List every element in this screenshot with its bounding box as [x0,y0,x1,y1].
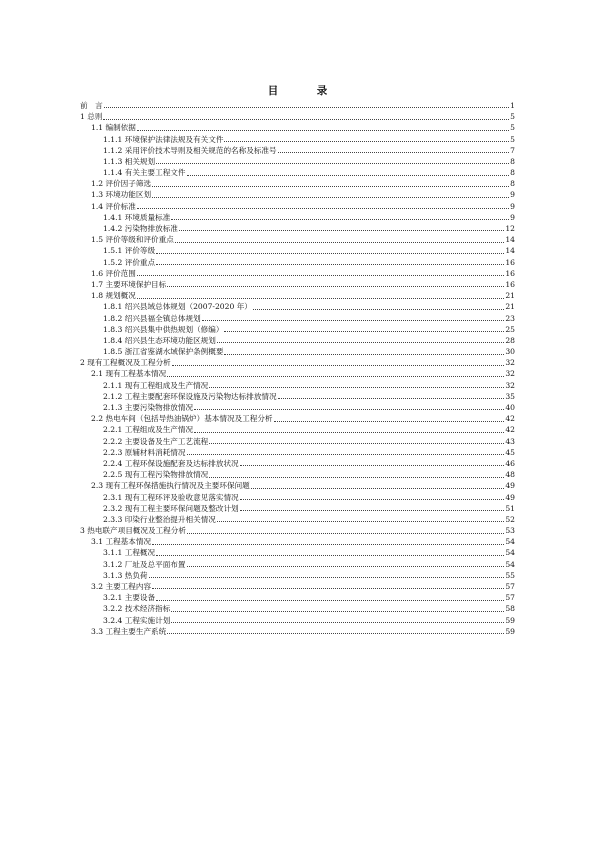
toc-entry[interactable] [80,257,515,268]
dot-leader [137,298,504,299]
toc-entry-page-number: 16 [505,268,515,278]
dot-leader [171,622,504,623]
toc-title: 目 录 [267,85,342,97]
toc-entry-page-number: 59 [505,615,515,625]
toc-entry-label: 1.5 评价等级和评价重点 [91,235,174,245]
toc-entry[interactable] [80,447,515,458]
dot-leader [175,242,504,243]
toc-entry-label: 2.3.1 现有工程环评及验收意见落实情况 [103,492,239,502]
toc-entry-page-number: 7 [510,145,515,155]
toc-entry[interactable] [80,603,515,614]
toc-entry-label: 1.3 环境功能区划 [91,190,152,200]
toc-entry-page-number: 5 [510,123,515,133]
toc-entry-label: 3.1 工程基本情况 [91,537,152,547]
toc-entry-label: 1.1.3 相关规划 [103,156,156,166]
table-of-contents [80,100,515,637]
toc-entry[interactable] [80,290,515,301]
toc-entry-label: 1.1.1 环境保护法律法规及有关文件 [103,134,224,144]
dot-leader [224,141,509,142]
dot-leader [209,443,504,444]
dot-leader [194,432,504,433]
toc-entry[interactable] [80,279,515,290]
toc-entry-label: 1.4.2 污染物排放标准 [103,224,178,234]
toc-entry[interactable] [80,391,515,402]
toc-entry-label: 2.3.2 现有工程主要环保问题及整改计划 [103,503,239,513]
dot-leader [152,588,504,589]
toc-entry[interactable] [80,324,515,335]
dot-leader [149,577,505,578]
toc-entry-page-number: 57 [505,582,515,592]
dot-leader [187,454,505,455]
toc-entry-page-number: 55 [505,570,515,580]
dot-leader [240,510,505,511]
toc-entry[interactable] [80,369,515,380]
toc-entry[interactable] [80,335,515,346]
toc-entry-page-number: 14 [505,246,515,256]
toc-entry-page-number: 49 [505,492,515,502]
toc-entry-label: 3.3 工程主要生产系统 [91,626,167,636]
dot-leader [167,286,504,287]
toc-entry[interactable] [80,492,515,503]
toc-entry-page-number: 23 [505,313,515,323]
toc-entry[interactable] [80,458,515,469]
toc-entry-label: 1.8.4 绍兴县生态环境功能区规划 [103,335,216,345]
toc-entry-page-number: 42 [505,425,515,435]
toc-entry-label: 3.1.1 工程概况 [103,548,156,558]
dot-leader [156,163,509,164]
toc-entry-label: 2.2 热电车间（包括导热油锅炉）基本情况及工程分析 [91,414,273,424]
dot-leader [137,208,509,209]
toc-entry-page-number: 8 [510,168,515,178]
toc-entry-label: 前 言 [80,100,103,110]
toc-entry[interactable] [80,413,515,424]
toc-entry-label: 2.2.5 现有工程污染物排放情况 [103,470,209,480]
toc-entry-label: 1.8.3 绍兴县集中供热规划（修编） [103,324,224,334]
toc-entry-page-number: 54 [505,548,515,558]
toc-entry-label: 2.1.2 工程主要配套环保设施及污染物达标排放情况 [103,391,277,401]
toc-entry[interactable] [80,145,515,156]
toc-entry-page-number: 59 [505,626,515,636]
toc-entry-page-number: 16 [505,257,515,267]
toc-entry-page-number: 35 [505,391,515,401]
dot-leader [187,533,504,534]
toc-entry-label: 2.1 现有工程基本情况 [91,369,167,379]
dot-leader [240,499,505,500]
toc-entry-label: 1.1.4 有关主要工程文件 [103,168,186,178]
toc-entry-page-number: 21 [505,291,515,301]
toc-entry-page-number: 57 [505,593,515,603]
toc-entry-label: 1.7 主要环境保护目标 [91,279,167,289]
toc-entry-page-number: 46 [505,458,515,468]
toc-entry[interactable] [80,514,515,525]
toc-entry-label: 2.1.1 现有工程组成及生产情况 [103,380,209,390]
toc-entry-page-number: 53 [505,526,515,536]
toc-entry-label: 2.3 现有工程环保措施执行情况及主要环保问题 [91,481,250,491]
toc-entry-page-number: 43 [505,436,515,446]
toc-entry-label: 2.3.3 印染行业整治提升相关情况 [103,514,216,524]
dot-leader [224,331,504,332]
toc-entry[interactable] [80,436,515,447]
toc-entry-label: 1.4 评价标准 [91,201,136,211]
toc-entry[interactable] [80,313,515,324]
dot-leader [209,477,504,478]
dot-leader [224,354,504,355]
toc-entry[interactable] [80,480,515,491]
toc-entry-page-number: 21 [505,302,515,312]
toc-entry-page-number: 30 [505,347,515,357]
toc-entry-label: 1.8.1 绍兴县域总体规划（2007-2020 年） [103,302,252,312]
toc-entry[interactable] [80,122,515,133]
toc-entry-page-number: 42 [505,414,515,424]
toc-entry[interactable] [80,581,515,592]
toc-entry-page-number: 12 [505,224,515,234]
toc-entry-page-number: 49 [505,481,515,491]
toc-entry[interactable] [80,268,515,279]
toc-entry-page-number: 28 [505,335,515,345]
dot-leader [152,197,509,198]
toc-entry-label: 2.2.3 原辅材料消耗情况 [103,447,186,457]
toc-entry[interactable] [80,525,515,536]
dot-leader [156,264,504,265]
toc-entry-label: 2.1.3 主要污染物排放情况 [103,403,194,413]
toc-entry-label: 3 热电联产项目概况及工程分析 [80,526,186,536]
toc-entry-page-number: 45 [505,447,515,457]
toc-entry[interactable] [80,100,515,111]
dot-leader [240,465,505,466]
dot-leader [187,566,505,567]
dot-leader [171,611,504,612]
toc-entry-label: 1.5.1 评价等级 [103,246,156,256]
toc-entry[interactable] [80,212,515,223]
toc-entry[interactable] [80,245,515,256]
toc-entry-page-number: 9 [510,190,515,200]
dot-leader [137,130,509,131]
toc-entry-label: 2.2.4 工程环保设施配套及达标排放状况 [103,458,239,468]
dot-leader [156,600,504,601]
dot-leader [278,152,510,153]
toc-entry-label: 1.6 评价范围 [91,268,136,278]
toc-entry-label: 1.8 规划概况 [91,291,136,301]
dot-leader [274,421,505,422]
toc-entry-page-number: 1 [510,100,515,110]
toc-entry-page-number: 54 [505,537,515,547]
toc-entry-label: 2.2.2 主要设备及生产工艺流程 [103,436,209,446]
toc-entry-page-number: 5 [510,134,515,144]
toc-entry[interactable] [80,111,515,122]
toc-entry[interactable] [80,548,515,559]
toc-entry[interactable] [80,626,515,637]
dot-leader [167,376,504,377]
dot-leader [171,219,509,220]
toc-entry[interactable] [80,380,515,391]
dot-leader [179,230,504,231]
toc-entry-label: 1.8.5 浙江省鉴湖水域保护条例概要 [103,347,224,357]
toc-entry[interactable] [80,615,515,626]
dot-leader [167,633,504,634]
toc-entry[interactable] [80,346,515,357]
dot-leader [152,544,504,545]
toc-entry-page-number: 8 [510,179,515,189]
toc-entry-label: 3.2.4 工程实施计划 [103,615,171,625]
dot-leader [251,488,505,489]
toc-entry[interactable] [80,167,515,178]
toc-entry-label: 1.4.1 环境质量标准 [103,212,171,222]
toc-entry[interactable] [80,156,515,167]
toc-entry[interactable] [80,503,515,514]
dot-leader [156,555,504,556]
toc-entry[interactable] [80,536,515,547]
toc-entry[interactable] [80,592,515,603]
dot-leader [278,398,505,399]
toc-entry-page-number: 48 [505,470,515,480]
toc-entry-label: 3.1.2 厂址及总平面布置 [103,559,186,569]
dot-leader [209,387,504,388]
toc-entry-page-number: 54 [505,559,515,569]
toc-entry-page-number: 8 [510,156,515,166]
toc-entry-label: 3.2.1 主要设备 [103,593,156,603]
toc-entry-label: 1.1 编制依据 [91,123,136,133]
toc-entry[interactable] [80,234,515,245]
toc-entry-page-number: 14 [505,235,515,245]
toc-entry-page-number: 25 [505,324,515,334]
toc-entry[interactable] [80,201,515,212]
dot-leader [104,107,509,108]
dot-leader [172,365,505,366]
toc-entry-label: 2 现有工程概况及工程分析 [80,358,171,368]
toc-entry-label: 3.2.2 技术经济指标 [103,604,171,614]
toc-entry-label: 3.1.3 热负荷 [103,570,148,580]
dot-leader [217,342,504,343]
toc-entry[interactable] [80,301,515,312]
toc-entry-label: 3.2 主要工程内容 [91,582,152,592]
toc-entry[interactable] [80,402,515,413]
toc-entry-page-number: 32 [505,380,515,390]
dot-leader [253,309,504,310]
dot-leader [202,320,505,321]
dot-leader [103,119,509,120]
toc-entry-label: 1.8.2 绍兴县福全镇总体规划 [103,313,201,323]
toc-entry[interactable] [80,424,515,435]
toc-entry-page-number: 9 [510,212,515,222]
toc-entry[interactable] [80,190,515,201]
toc-entry[interactable] [80,357,515,368]
dot-leader [137,275,504,276]
toc-entry[interactable] [80,223,515,234]
dot-leader [156,253,504,254]
dot-leader [152,186,509,187]
dot-leader [187,175,510,176]
toc-entry-page-number: 16 [505,279,515,289]
toc-entry-page-number: 5 [510,112,515,122]
dot-leader [194,409,504,410]
toc-entry-page-number: 58 [505,604,515,614]
toc-entry-page-number: 9 [510,201,515,211]
toc-entry-page-number: 52 [505,514,515,524]
toc-entry-page-number: 51 [505,503,515,513]
toc-entry-label: 2.2.1 工程组成及生产情况 [103,425,194,435]
toc-entry[interactable] [80,134,515,145]
toc-entry-label: 1.2 评价因子筛选 [91,179,152,189]
toc-entry-page-number: 32 [505,369,515,379]
toc-entry[interactable] [80,559,515,570]
toc-entry[interactable] [80,570,515,581]
toc-entry-label: 1.5.2 评价重点 [103,257,156,267]
toc-entry-page-number: 40 [505,403,515,413]
toc-entry-label: 1 总则 [80,112,103,122]
dot-leader [217,521,504,522]
toc-entry[interactable] [80,178,515,189]
toc-entry-label: 1.1.2 采用评价技术导则及相关规范的名称及标准号 [103,145,277,155]
toc-entry[interactable] [80,469,515,480]
toc-entry-page-number: 32 [505,358,515,368]
